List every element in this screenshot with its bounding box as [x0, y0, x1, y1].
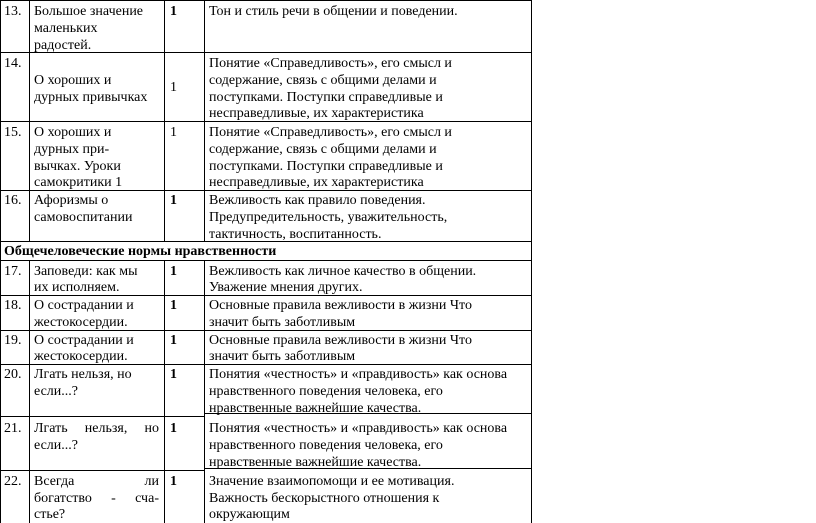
topic-line — [34, 420, 159, 437]
topic-line: О хороших и — [34, 125, 112, 140]
column-border — [29, 0, 30, 241]
content-line: Понятие «Справедливость», его смысл и — [209, 125, 452, 140]
content-line: нравственные важнейшие качества. — [209, 455, 422, 470]
content-line: Основные правила вежливости в жизни Что — [209, 333, 472, 348]
topic-line: радостей. — [34, 38, 92, 53]
topic-line: О хороших и — [34, 73, 112, 88]
content-line: Тон и стиль речи в общении и поведении. — [209, 4, 458, 19]
row-number: 21. — [4, 421, 22, 436]
topic-line: если...? — [34, 384, 78, 399]
content-line: Важность бескорыстного отношения к — [209, 491, 440, 506]
content-line: несправедливые, их характеристика — [209, 175, 424, 190]
topic-line: дурных при- — [34, 142, 110, 157]
column-border — [204, 0, 205, 241]
row-number: 22. — [4, 474, 22, 489]
content-line: окружающим — [209, 507, 290, 522]
topic-line: самокритики 1 — [34, 175, 123, 190]
row-number: 20. — [4, 367, 22, 382]
topic-line: Заповеди: как мы — [34, 264, 138, 279]
content-line: тактичность, воспитанность. — [209, 227, 382, 242]
content-line: поступками. Поступки справедливые и — [209, 90, 443, 105]
topic-line: Афоризмы о — [34, 193, 109, 208]
content-line: значит быть заботливым — [209, 315, 356, 330]
row-number: 13. — [4, 4, 22, 19]
content-line: Понятие «Справедливость», его смысл и — [209, 56, 452, 71]
topic-line: самовоспитании — [34, 210, 133, 225]
topic-line: маленьких — [34, 21, 98, 36]
hours-value: 1 — [170, 4, 177, 19]
row-number: 14. — [4, 56, 22, 71]
row-number: 15. — [4, 125, 22, 140]
section-heading: Общечеловеческие нормы нравственности — [4, 244, 277, 259]
topic-line: О сострадании и — [34, 298, 134, 313]
content-line: нравственного поведения человека, его — [209, 438, 443, 453]
topic-word: но — [144, 421, 159, 436]
hours-value: 1 — [170, 193, 177, 208]
hours-value: 1 — [170, 125, 177, 140]
hours-value: 1 — [170, 298, 177, 313]
topic-line — [34, 473, 159, 490]
content-line: Предупредительность, уважительность, — [209, 210, 448, 225]
topic-line: жестокосердии. — [34, 349, 128, 364]
content-line: содержание, связь с общими делами и — [209, 142, 437, 157]
row-border — [0, 260, 531, 261]
content-line: несправедливые, их характеристика — [209, 106, 424, 121]
row-number: 16. — [4, 193, 22, 208]
content-line: Уважение мнения других. — [209, 280, 363, 295]
topic-word: нельзя, — [84, 421, 128, 436]
topic-line: Лгать нельзя, но — [34, 367, 132, 382]
topic-line: вычках. Уроки — [34, 159, 121, 174]
hours-value: 1 — [170, 333, 177, 348]
content-line: Понятия «честность» и «правдивость» как основа — [209, 421, 508, 436]
hours-value: 1 — [170, 421, 177, 436]
topic-line: их исполняем. — [34, 280, 120, 295]
topic-word: ли — [144, 474, 159, 489]
content-line: содержание, связь с общими делами и — [209, 73, 437, 88]
content-line: Понятия «честность» и «правдивость» как основа — [209, 367, 508, 382]
column-border — [29, 260, 30, 523]
row-border — [0, 0, 531, 1]
content-line: поступками. Поступки справедливые и — [209, 159, 443, 174]
row-number: 17. — [4, 264, 22, 279]
topic-line: жестокосердии. — [34, 315, 128, 330]
hours-value: 1 — [170, 367, 177, 382]
topic-word: - — [111, 491, 116, 506]
content-line: Вежливость как личное качество в общении. — [209, 264, 477, 279]
topic-line: стье? — [34, 507, 66, 522]
topic-line: дурных привычках — [34, 90, 148, 105]
row-number: 18. — [4, 298, 22, 313]
content-line: нравственного поведения человека, его — [209, 384, 443, 399]
column-border — [531, 0, 532, 523]
topic-line — [34, 490, 159, 507]
row-border — [0, 470, 204, 471]
topic-word: богатство — [34, 491, 92, 506]
content-line: Значение взаимопомощи и ее мотивация. — [209, 474, 455, 489]
hours-value: 1 — [170, 264, 177, 279]
column-border — [204, 260, 205, 523]
row-border — [0, 416, 204, 417]
topic-word: сча- — [135, 491, 159, 506]
topic-word: Всегда — [34, 474, 75, 489]
content-line: Вежливость как правило поведения. — [209, 193, 426, 208]
topic-line: Большое значение — [34, 4, 144, 19]
hours-value: 1 — [170, 80, 177, 95]
row-number: 19. — [4, 333, 22, 348]
topic-line: О сострадании и — [34, 333, 134, 348]
column-border — [164, 0, 165, 241]
hours-value: 1 — [170, 474, 177, 489]
column-border — [0, 0, 1, 523]
topic-word: Лгать — [34, 421, 68, 436]
content-line: нравственные важнейшие качества. — [209, 401, 422, 416]
topic-line: если...? — [34, 438, 78, 453]
column-border — [164, 260, 165, 523]
content-line: Основные правила вежливости в жизни Что — [209, 298, 472, 313]
content-line: значит быть заботливым — [209, 349, 356, 364]
